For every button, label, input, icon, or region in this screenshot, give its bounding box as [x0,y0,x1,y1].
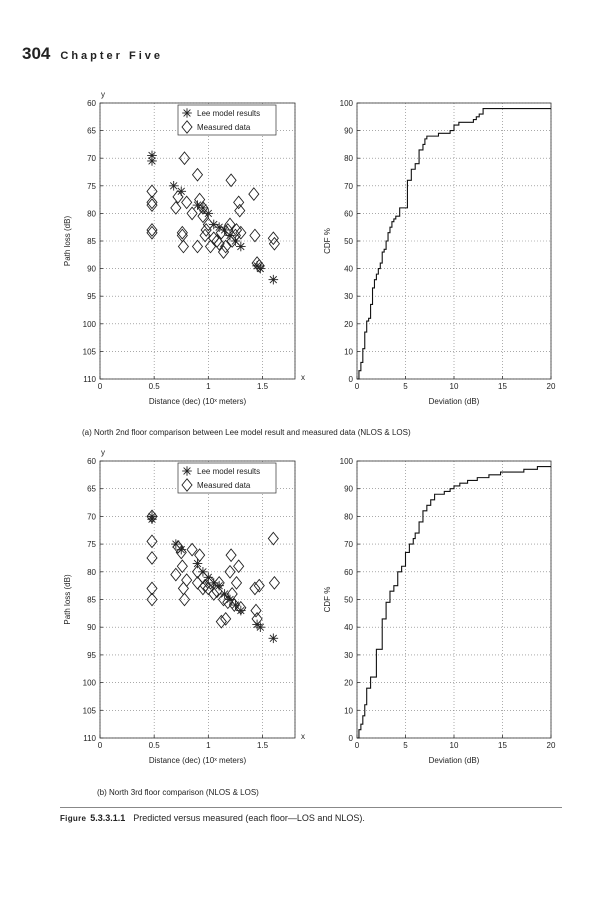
y-tick-label: 75 [87,181,96,191]
data-point-measured [236,227,246,239]
y-tick-label: 60 [344,567,353,577]
y-tick-label: 0 [348,734,353,743]
y-tick-label: 75 [87,540,96,550]
x-axis-name: x [301,732,305,741]
y-axis-name: y [101,448,105,457]
y-axis-label: CDF % [323,586,332,613]
y-axis-label: Path loss (dB) [63,574,72,625]
y-tick-label: 70 [344,181,353,191]
y-tick-label: 60 [344,209,353,219]
data-point-measured [206,240,216,252]
x-axis-label: Deviation (dB) [428,756,480,765]
data-point-measured [221,613,231,625]
data-point-measured [234,560,244,572]
y-tick-label: 0 [348,375,353,384]
data-point-lee [193,200,203,210]
data-point-measured [250,229,260,241]
y-tick-label: 85 [87,595,96,605]
y-tick-label: 40 [344,264,353,274]
data-point-measured [171,202,181,214]
y-tick-label: 90 [344,484,353,494]
caption-a: (a) North 2nd floor comparison between Lee model result and measured data (NLOS & LOS) [82,428,411,437]
y-tick-label: 80 [87,209,96,219]
data-point-lee [214,222,224,232]
y-tick-label: 80 [87,567,96,577]
y-tick-label: 60 [87,457,96,466]
y-tick-label: 70 [344,540,353,550]
data-point-measured [187,207,197,219]
y-tick-label: 110 [83,375,96,384]
y-tick-label: 90 [344,126,353,136]
x-tick-label: 0 [97,741,103,750]
data-point-measured [177,560,187,572]
y-tick-label: 30 [344,650,353,660]
caption-b: (b) North 3rd floor comparison (NLOS & LOS) [97,788,259,797]
caption-rule [60,807,562,808]
x-tick-label: 10 [449,382,459,391]
figure-caption [60,813,365,823]
legend-marker-lee [182,108,192,118]
x-tick-label: 20 [546,382,556,391]
y-tick-label: 105 [82,347,96,357]
x-axis-label: Distance (dec) (10ˣ meters) [148,756,247,765]
data-point-lee [236,242,246,252]
y-tick-label: 90 [87,264,96,274]
y-tick-label: 80 [344,154,353,164]
data-point-measured [225,218,235,230]
data-point-measured [268,532,278,544]
y-tick-label: 100 [82,678,96,688]
x-tick-label: 0 [354,741,360,750]
x-tick-label: 0 [97,382,103,391]
y-tick-label: 10 [344,347,353,357]
x-tick-label: 0 [354,382,360,391]
data-point-measured [182,196,192,208]
y-tick-label: 50 [344,595,353,605]
data-point-lee [204,209,214,219]
x-tick-label: 15 [498,382,507,391]
data-point-measured [269,577,279,589]
x-tick-label: 1 [206,382,211,391]
x-tick-label: 15 [498,741,507,750]
y-tick-label: 70 [87,154,96,164]
data-point-measured [226,549,236,561]
chart-scatter-b [63,448,305,765]
y-tick-label: 70 [87,512,96,522]
y-tick-label: 90 [87,623,96,633]
legend-label-lee: Lee model results [197,467,261,476]
data-point-measured [234,196,244,208]
x-tick-label: 10 [449,741,459,750]
data-point-measured [251,604,261,616]
chapter-title: Chapter Five [60,50,164,62]
x-axis-name: x [301,373,305,382]
x-tick-label: 5 [403,382,408,391]
y-tick-label: 30 [344,292,353,302]
y-tick-label: 100 [339,457,353,466]
data-point-measured [171,568,181,580]
data-point-measured [147,535,157,547]
data-point-lee [269,275,279,285]
x-tick-label: 0.5 [148,382,160,391]
x-axis-label: Distance (dec) (10ˣ meters) [148,397,247,406]
y-tick-label: 105 [82,706,96,716]
legend-label-measured: Measured data [197,481,251,490]
x-tick-label: 5 [403,741,408,750]
data-point-measured [249,188,259,200]
y-tick-label: 85 [87,237,96,246]
data-point-measured [235,204,245,216]
y-tick-label: 20 [344,678,353,688]
legend-marker-lee [182,466,192,476]
page-number: 304 [22,44,51,63]
y-axis-label: Path loss (dB) [63,215,72,267]
y-tick-label: 50 [344,237,353,246]
figure-caption-text: Predicted versus measured (each floor—LOS and NLOS). [133,813,365,823]
y-tick-label: 20 [344,319,353,329]
x-tick-label: 1 [206,741,211,750]
x-tick-label: 1.5 [256,382,269,391]
legend-label-measured: Measured data [197,123,251,132]
chart-cdf-a [323,99,556,406]
y-tick-label: 100 [82,319,96,329]
y-tick-label: 60 [87,99,96,108]
data-point-lee [256,622,266,632]
data-point-lee [147,156,157,166]
data-point-measured [216,615,226,627]
chart-scatter-a [63,90,305,406]
chart-cdf-b [323,457,556,765]
y-tick-label: 110 [83,734,96,743]
data-point-lee [269,633,279,643]
y-tick-label: 100 [339,99,353,108]
data-point-measured [232,577,242,589]
x-tick-label: 20 [546,741,556,750]
y-tick-label: 65 [87,484,96,494]
y-tick-label: 80 [344,512,353,522]
data-point-measured [250,582,260,594]
data-point-measured [226,174,236,186]
data-point-measured [147,552,157,564]
y-axis-name: y [101,90,105,99]
x-tick-label: 0.5 [148,741,160,750]
data-point-measured [193,169,203,181]
cdf-line [357,109,551,379]
data-point-lee [169,181,179,191]
legend-label-lee: Lee model results [197,109,261,118]
data-point-measured [182,574,192,586]
data-point-measured [178,240,188,252]
legend [178,463,276,493]
figure-number: 5.3.3.1.1 [90,813,126,823]
data-point-measured [193,240,203,252]
x-tick-label: 1.5 [256,741,269,750]
y-tick-label: 95 [87,292,96,302]
y-tick-label: 95 [87,650,96,660]
x-axis-label: Deviation (dB) [428,397,480,406]
y-axis-label: CDF % [323,228,332,254]
y-tick-label: 40 [344,623,353,633]
data-point-measured [219,246,229,258]
y-tick-label: 10 [344,706,353,716]
figure-label: Figure [60,814,87,823]
data-point-measured [178,582,188,594]
legend [178,105,276,135]
y-tick-label: 65 [87,126,96,136]
